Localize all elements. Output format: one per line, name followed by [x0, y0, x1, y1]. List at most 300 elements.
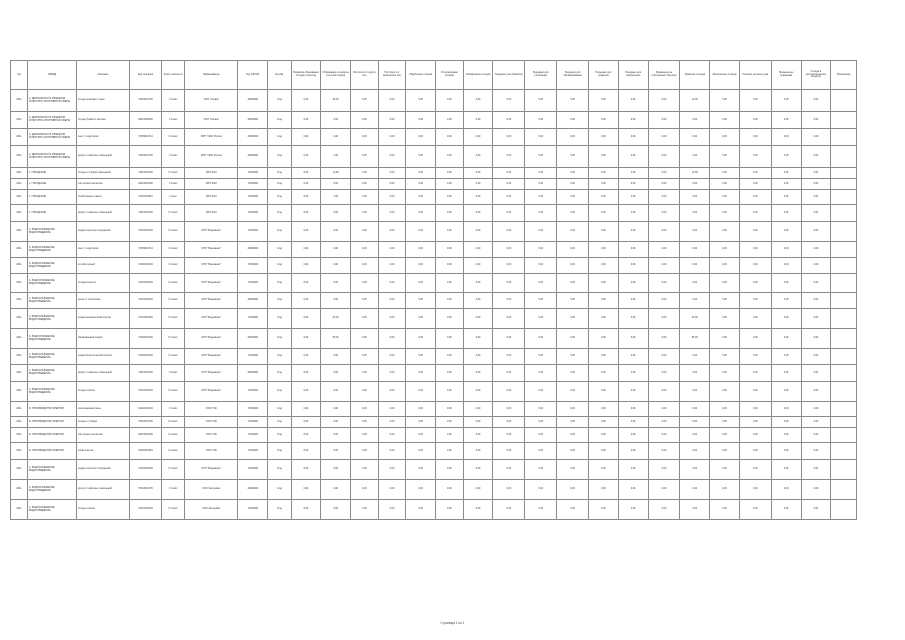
table-cell: 0,00 — [463, 222, 493, 242]
table-cell: 2011 — [11, 293, 28, 309]
table-cell: 2011 — [11, 258, 28, 274]
table-row — [11, 293, 857, 309]
table-cell: 0,00 — [680, 112, 710, 129]
table-cell: 0,00 — [589, 443, 619, 460]
table-cell: 0,00 — [648, 293, 680, 309]
table-cell: 0,00 — [801, 146, 831, 168]
table-cell: 2011 — [11, 460, 28, 480]
table-cell: 0,00 — [680, 480, 710, 500]
table-cell: 1. ГОРОДСКИЕ — [28, 168, 77, 179]
table-cell: 0,00 — [557, 417, 589, 428]
table-cell: 0,00 — [739, 242, 771, 258]
table-cell: 0,00 — [291, 402, 321, 417]
table-cell: 0,00 — [436, 129, 464, 146]
table-cell: 0,00 — [680, 293, 710, 309]
table-cell: 0,00 — [463, 129, 493, 146]
table-cell: 0,00 — [525, 168, 557, 179]
table-cell: 0,00 — [378, 222, 406, 242]
table-cell: 0,00 — [618, 293, 648, 309]
table-cell: 0,00 — [378, 402, 406, 417]
table-cell: 0,00 — [680, 428, 710, 443]
table-cell: 0,00 — [801, 428, 831, 443]
table-cell — [831, 179, 857, 190]
table-cell: ООО ТЭК — [185, 417, 238, 428]
table-cell: 0,00 — [463, 146, 493, 168]
table-cell: мусор от офисных помещений — [76, 480, 129, 500]
table-cell: 0,00 — [493, 205, 525, 222]
table-cell: 0,00 — [680, 500, 710, 520]
table-cell: А. ДЕЯТЕЛЬНОСТЬ ОБЪЕКТОВ КУЛЬТУРНО-СПОРТИВНОЙ СФЕРЫ — [28, 146, 77, 168]
table-cell: 0,00 — [493, 460, 525, 480]
table-cell: 0,00 — [648, 179, 680, 190]
column-header: Поступило от других лиц — [351, 61, 379, 90]
table-cell: 0,00 — [525, 428, 557, 443]
table-cell: 71000000 — [238, 443, 268, 460]
table-cell: С. ВОДОСНАБЖЕНИЕ; ВОДООТВЕДЕНИЕ — [28, 329, 77, 349]
table-cell: 0,00 — [771, 402, 801, 417]
table-cell: 0,00 — [680, 205, 710, 222]
table-cell: 0,00 — [739, 417, 771, 428]
table-cell: 71000000 — [238, 205, 268, 222]
table-cell: 0,00 — [680, 443, 710, 460]
table-cell: 0,00 — [463, 112, 493, 129]
table-cell: 0,00 — [589, 222, 619, 242]
table-cell: 0,00 — [291, 428, 321, 443]
table-cell: 2011 — [11, 190, 28, 205]
table-cell: 0,00 — [493, 293, 525, 309]
table-cell — [831, 112, 857, 129]
table-cell: т/год — [268, 146, 291, 168]
table-cell: 0,00 — [406, 402, 436, 417]
table-cell: 0,00 — [589, 500, 619, 520]
table-cell: 12,50 — [680, 168, 710, 179]
table-cell: 0,00 — [739, 365, 771, 382]
table-cell: лом черных металлов — [76, 179, 129, 190]
table-cell: 0,00 — [801, 329, 831, 349]
table-cell: 0,00 — [463, 349, 493, 365]
table-cell: 0,00 — [618, 460, 648, 480]
table-cell — [831, 402, 857, 417]
table-cell: 0,00 — [648, 428, 680, 443]
table-cell: 2011 — [11, 179, 28, 190]
table-cell: 71000000 — [238, 168, 268, 179]
table-cell: 2011 — [11, 349, 28, 365]
column-header: Обезврежено отходов — [463, 61, 493, 90]
table-cell: 0,00 — [406, 417, 436, 428]
table-cell: 0,00 — [321, 205, 351, 222]
table-cell: 0,00 — [378, 274, 406, 293]
table-cell: IV класс — [161, 349, 184, 365]
table-cell: 0,00 — [710, 146, 740, 168]
table-cell: 0,00 — [351, 500, 379, 520]
column-header: Норматив образования отходов (тонн/год) — [291, 61, 321, 90]
table-cell: 0,00 — [291, 190, 321, 205]
table-cell: 0,00 — [648, 402, 680, 417]
table-cell: 0,00 — [351, 90, 379, 112]
table-cell: 0,00 — [351, 112, 379, 129]
table-cell: 73339001714 — [130, 129, 162, 146]
table-cell: 0,00 — [493, 179, 525, 190]
table-cell: 0,00 — [801, 129, 831, 146]
table-cell: отходы очистки — [76, 382, 129, 402]
table-cell: 2011 — [11, 129, 28, 146]
table-cell: 2011 — [11, 90, 28, 112]
table-cell: т/год — [268, 402, 291, 417]
table-cell: 0,00 — [351, 365, 379, 382]
table-cell: 0,00 — [378, 500, 406, 520]
table-cell — [831, 242, 857, 258]
table-cell: 0,00 — [771, 222, 801, 242]
table-cell: 73310001725 — [130, 146, 162, 168]
table-cell: 0,00 — [710, 428, 740, 443]
table-cell: 0,00 — [436, 382, 464, 402]
table-cell: 0,00 — [463, 293, 493, 309]
table-cell: т/год — [268, 293, 291, 309]
table-cell: 0,00 — [771, 190, 801, 205]
table-cell: 0,00 — [493, 274, 525, 293]
table-cell: 0,00 — [436, 349, 464, 365]
table-cell: 0,00 — [618, 90, 648, 112]
table-cell: 0,00 — [680, 179, 710, 190]
table-cell: 0,00 — [618, 129, 648, 146]
table-cell: 0,00 — [557, 329, 589, 349]
table-cell: 0,00 — [351, 242, 379, 258]
table-cell: 0,00 — [618, 443, 648, 460]
table-cell: 0,00 — [351, 382, 379, 402]
table-cell: МУП "Водоканал" — [185, 293, 238, 309]
table-cell — [831, 129, 857, 146]
table-cell: 0,00 — [648, 349, 680, 365]
table-cell: 0,00 — [589, 205, 619, 222]
table-cell: т/год — [268, 168, 291, 179]
table-cell: 0,00 — [436, 179, 464, 190]
table-cell: 72210101394 — [130, 382, 162, 402]
table-cell: 2011 — [11, 329, 28, 349]
table-row — [11, 349, 857, 365]
table-cell: 0,00 — [557, 460, 589, 480]
table-cell: 0,00 — [493, 417, 525, 428]
table-cell: 2011 — [11, 168, 28, 179]
table-cell: 0,00 — [557, 179, 589, 190]
table-cell: 55,00 — [321, 329, 351, 349]
table-cell: 0,00 — [801, 349, 831, 365]
table-cell: 0,00 — [406, 90, 436, 112]
table-cell: 0,00 — [351, 129, 379, 146]
table-cell: 0,00 — [771, 382, 801, 402]
table-cell: ООО ТЭК — [185, 443, 238, 460]
table-cell: 0,00 — [436, 242, 464, 258]
table-cell: 0,00 — [291, 242, 321, 258]
table-cell: 0,00 — [618, 222, 648, 242]
table-cell: МУП "Водоканал" — [185, 258, 238, 274]
table-cell: 0,00 — [739, 90, 771, 112]
table-cell: 2011 — [11, 242, 28, 258]
table-cell: 0,00 — [436, 443, 464, 460]
table-cell: 0,00 — [291, 309, 321, 329]
table-cell: 0,00 — [739, 443, 771, 460]
table-cell: 5,00 — [589, 90, 619, 112]
table-cell: т/год — [268, 329, 291, 349]
table-cell: 0,00 — [351, 349, 379, 365]
table-cell: 73310001725 — [130, 90, 162, 112]
table-cell: 0,00 — [321, 460, 351, 480]
table-cell: 0,00 — [801, 242, 831, 258]
table-cell: 2011 — [11, 500, 28, 520]
table-cell: 46000000 — [238, 480, 268, 500]
table-cell: МУП ЖКХ — [185, 179, 238, 190]
table-cell: 0,00 — [739, 500, 771, 520]
table-cell: IV класс — [161, 460, 184, 480]
table-cell: 0,00 — [406, 500, 436, 520]
table-cell: 0,00 — [648, 365, 680, 382]
column-header: Отходы в эксплуатационных объектах — [801, 61, 831, 90]
table-cell: 0,00 — [710, 112, 740, 129]
table-cell: 63,00 — [321, 309, 351, 329]
table-cell: 0,00 — [801, 309, 831, 329]
table-cell: 0,00 — [406, 274, 436, 293]
table-cell: 0,00 — [406, 309, 436, 329]
table-cell: МУП "Водоканал" — [185, 382, 238, 402]
table-cell — [831, 274, 857, 293]
table-cell: 0,00 — [771, 179, 801, 190]
table-cell: 0,00 — [525, 258, 557, 274]
table-cell: МУП "Водоканал" — [185, 349, 238, 365]
table-cell: 2011 — [11, 428, 28, 443]
table-cell: V класс — [161, 480, 184, 500]
table-cell: ил избыточный — [76, 258, 129, 274]
table-cell: 0,00 — [618, 190, 648, 205]
table-cell: 0,00 — [406, 129, 436, 146]
table-cell: 0,00 — [321, 274, 351, 293]
table-cell: т/год — [268, 205, 291, 222]
table-cell — [831, 443, 857, 460]
table-cell: 0,00 — [739, 309, 771, 329]
table-cell: 0,00 — [493, 129, 525, 146]
table-row — [11, 480, 857, 500]
table-cell: 0,00 — [771, 329, 801, 349]
table-cell: 0,00 — [771, 428, 801, 443]
table-cell: 0,00 — [351, 293, 379, 309]
table-cell: т/год — [268, 112, 291, 129]
table-cell: 0,00 — [436, 205, 464, 222]
table-cell: 63,00 — [680, 309, 710, 329]
table-cell: т/год — [268, 179, 291, 190]
table-cell: 0,00 — [321, 480, 351, 500]
table-cell — [831, 500, 857, 520]
table-cell: 0,00 — [771, 205, 801, 222]
table-cell: 0,00 — [801, 90, 831, 112]
table-cell: 0,00 — [801, 168, 831, 179]
table-cell: 0,00 — [680, 402, 710, 417]
table-cell: 72220001394 — [130, 222, 162, 242]
table-cell: 0,00 — [525, 205, 557, 222]
table-cell: 0,00 — [557, 382, 589, 402]
table-cell: 0,00 — [525, 480, 557, 500]
table-cell: 0,00 — [436, 365, 464, 382]
page-footer: Страница 1 из 1 — [440, 621, 465, 625]
table-cell: IV класс — [161, 258, 184, 274]
table-cell: V класс — [161, 402, 184, 417]
table-cell: отходы очистки — [76, 500, 129, 520]
table-cell: 0,00 — [436, 500, 464, 520]
table-cell: 2011 — [11, 205, 28, 222]
table-cell: 47110101521 — [130, 190, 162, 205]
column-header: Наименование — [185, 61, 238, 90]
table-cell: 0,00 — [680, 382, 710, 402]
table-cell: 0,00 — [648, 129, 680, 146]
column-header: Утилизировано отходов — [436, 61, 464, 90]
table-cell: 1,00 — [321, 190, 351, 205]
table-cell: МУП "Водоканал" — [185, 365, 238, 382]
table-cell: 0,00 — [771, 168, 801, 179]
table-cell: С. ВОДОСНАБЖЕНИЕ; ВОДООТВЕДЕНИЕ — [28, 293, 77, 309]
table-row — [11, 329, 857, 349]
table-cell: 0,00 — [525, 242, 557, 258]
table-cell: 0,00 — [351, 402, 379, 417]
table-cell: 0,00 — [739, 293, 771, 309]
table-cell: 0,00 — [557, 274, 589, 293]
table-cell: V класс — [161, 365, 184, 382]
table-cell: 0,00 — [525, 500, 557, 520]
table-cell: 0,00 — [589, 309, 619, 329]
table-cell: 5,00 — [589, 112, 619, 129]
table-row — [11, 402, 857, 417]
table-cell: осадок биологической очистки — [76, 349, 129, 365]
table-cell: 0,00 — [680, 460, 710, 480]
table-cell: А. ДЕЯТЕЛЬНОСТЬ ОБЪЕКТОВ КУЛЬТУРНО-СПОРТИВНОЙ СФЕРЫ — [28, 129, 77, 146]
table-cell: 0,00 — [589, 460, 619, 480]
table-cell: 0,00 — [406, 258, 436, 274]
table-cell: 72220001394 — [130, 460, 162, 480]
table-cell: 0,00 — [493, 500, 525, 520]
table-cell: 0,00 — [463, 242, 493, 258]
table-cell: 0,00 — [771, 129, 801, 146]
table-cell: 0,00 — [557, 293, 589, 309]
table-cell: 0,00 — [463, 274, 493, 293]
column-header: Хранение отходов — [680, 61, 710, 90]
table-cell: 0,00 — [321, 242, 351, 258]
table-cell: 0,00 — [378, 190, 406, 205]
table-cell: 0,00 — [589, 402, 619, 417]
table-cell: 0,00 — [739, 205, 771, 222]
table-cell: т/год — [268, 190, 291, 205]
table-cell: 0,00 — [589, 293, 619, 309]
table-cell: 0,00 — [406, 349, 436, 365]
table-cell: 0,00 — [739, 258, 771, 274]
table-cell: 46000000 — [238, 329, 268, 349]
table-cell: 0,00 — [493, 242, 525, 258]
table-cell: 0,00 — [436, 90, 464, 112]
table-cell: С. ВОДОСНАБЖЕНИЕ; ВОДООТВЕДЕНИЕ — [28, 274, 77, 293]
table-cell: С. ВОДОСНАБЖЕНИЕ; ВОДООТВЕДЕНИЕ — [28, 309, 77, 329]
table-cell: 0,00 — [801, 365, 831, 382]
table-cell: 0,00 — [351, 205, 379, 222]
table-cell: 0,00 — [436, 168, 464, 179]
table-cell: 0,00 — [525, 309, 557, 329]
table-cell: осадки очистных сооружений — [76, 222, 129, 242]
table-cell: 0,00 — [493, 480, 525, 500]
table-cell: отходы бумаги и картона — [76, 112, 129, 129]
table-cell: осадок механической очистки — [76, 309, 129, 329]
table-cell: 0,00 — [493, 428, 525, 443]
table-cell: 0,00 — [378, 179, 406, 190]
table-cell: 0,00 — [618, 168, 648, 179]
table-cell: 2011 — [11, 480, 28, 500]
table-row — [11, 382, 857, 402]
table-cell: отходы упаковки и тары — [76, 90, 129, 112]
table-cell: 0,00 — [557, 168, 589, 179]
table-cell: 0,00 — [525, 293, 557, 309]
table-cell: 0,00 — [801, 190, 831, 205]
table-cell: 0,00 — [648, 258, 680, 274]
table-cell: 0,00 — [378, 365, 406, 382]
table-cell: 0,00 — [406, 168, 436, 179]
column-header: Размещено на собственных объектах — [648, 61, 680, 90]
table-cell: 46101001205 — [130, 428, 162, 443]
column-header: Наличие на конец года — [739, 61, 771, 90]
table-cell: IV класс — [161, 205, 184, 222]
table-cell: 72210201394 — [130, 293, 162, 309]
table-cell: 0,00 — [463, 382, 493, 402]
table-cell — [831, 205, 857, 222]
table-cell: 71000000 — [238, 309, 268, 329]
table-cell: С. ВОДОСНАБЖЕНИЕ; ВОДООТВЕДЕНИЕ — [28, 349, 77, 365]
table-cell: 0,00 — [589, 417, 619, 428]
table-cell: 0,00 — [648, 309, 680, 329]
column-header: Описание — [76, 61, 129, 90]
table-cell — [831, 90, 857, 112]
table-cell: 0,00 — [710, 480, 740, 500]
table-cell: 0,00 — [406, 382, 436, 402]
table-cell: D. ПРОИЗВОДСТВО ЭНЕРГИИ — [28, 402, 77, 417]
column-header: Год — [11, 61, 28, 90]
table-cell: 0,00 — [406, 112, 436, 129]
table-cell: 0,00 — [463, 258, 493, 274]
table-cell: 45000000 — [238, 129, 268, 146]
table-cell: IV класс — [161, 129, 184, 146]
table-cell: V класс — [161, 90, 184, 112]
table-cell: 0,00 — [801, 443, 831, 460]
table-cell: 0,00 — [648, 168, 680, 179]
table-cell: 0,00 — [648, 417, 680, 428]
table-cell: 0,00 — [493, 443, 525, 460]
table-cell: 0,00 — [321, 417, 351, 428]
table-cell: 0,00 — [710, 329, 740, 349]
column-header: Захоронение отходов — [710, 61, 740, 90]
table-cell: 0,00 — [589, 258, 619, 274]
table-cell: МУП "Водоканал" — [185, 222, 238, 242]
table-cell: 0,00 — [291, 222, 321, 242]
table-cell: 0,00 — [680, 417, 710, 428]
table-cell: 0,00 — [648, 274, 680, 293]
table-cell: 0,00 — [493, 309, 525, 329]
table-cell: шлам очистки — [76, 443, 129, 460]
table-cell: D. ПРОИЗВОДСТВО ЭНЕРГИИ — [28, 443, 77, 460]
table-cell: ООО Экосервис — [185, 480, 238, 500]
table-cell: 0,00 — [291, 329, 321, 349]
table-cell: 2011 — [11, 365, 28, 382]
table-cell: 0,00 — [436, 460, 464, 480]
table-cell: 0,00 — [321, 443, 351, 460]
table-cell: 0,00 — [525, 417, 557, 428]
table-cell — [831, 222, 857, 242]
table-cell: 0,00 — [589, 382, 619, 402]
table-cell: 0,00 — [557, 112, 589, 129]
table-cell: 0,00 — [801, 258, 831, 274]
table-cell: 0,00 — [680, 258, 710, 274]
column-header: Превышение норматива — [771, 61, 801, 90]
table-cell: т/год — [268, 500, 291, 520]
